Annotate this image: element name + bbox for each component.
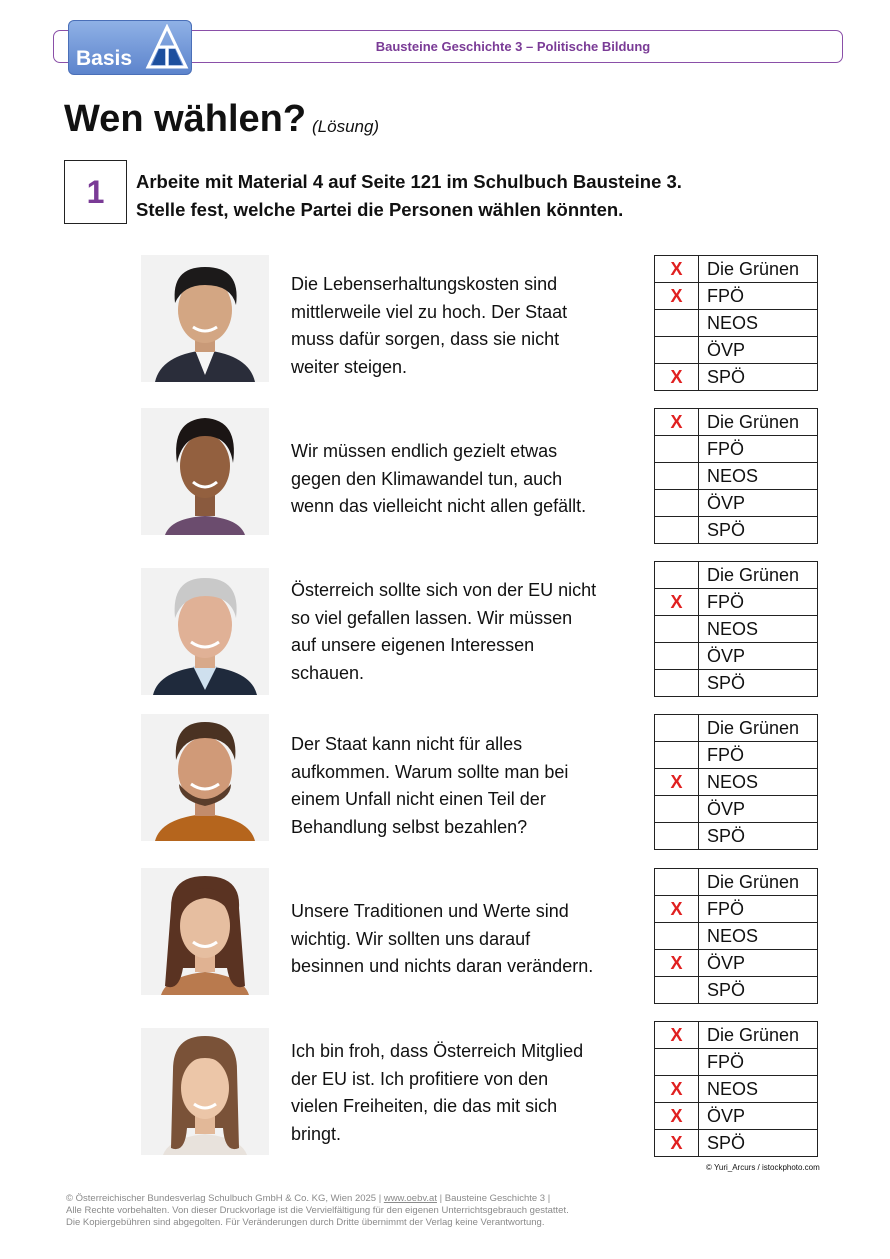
party-name: NEOS <box>699 923 818 950</box>
answer-mark <box>655 490 699 517</box>
statement-item <box>0 868 890 998</box>
party-name: SPÖ <box>699 517 818 544</box>
footer-line-2: Alle Rechte vorbehalten. Von dieser Druckvorlage ist die Vervielfältigung für den eigenen Unterrichtsgebrauch gestattet. <box>66 1205 569 1216</box>
party-row <box>655 977 818 1004</box>
publisher-link[interactable]: www.oebv.at <box>383 1193 437 1204</box>
basis-logo <box>68 20 192 75</box>
answer-mark: X <box>655 364 699 391</box>
answer-mark: X <box>655 589 699 616</box>
party-row <box>655 409 818 436</box>
party-name: SPÖ <box>699 1130 818 1157</box>
answer-mark: X <box>655 256 699 283</box>
statement-item <box>0 561 890 691</box>
party-row <box>655 1049 818 1076</box>
party-row <box>655 896 818 923</box>
answer-mark <box>655 796 699 823</box>
party-name: FPÖ <box>699 436 818 463</box>
party-row <box>655 517 818 544</box>
party-name: FPÖ <box>699 283 818 310</box>
triangle-logo-icon <box>145 24 189 70</box>
answer-mark <box>655 463 699 490</box>
party-table <box>654 868 818 1004</box>
page-title: Wen wählen? <box>64 98 307 140</box>
footer-line-3: Die Kopiergebühren sind abgegolten. Für Veränderungen durch Dritte übernimmt der Verlag keine Verantwortung. <box>66 1217 545 1228</box>
party-name: NEOS <box>699 769 818 796</box>
person-photo <box>141 408 269 535</box>
party-row <box>655 950 818 977</box>
answer-mark: X <box>655 769 699 796</box>
party-name: ÖVP <box>699 950 818 977</box>
party-name: NEOS <box>699 310 818 337</box>
footer-line-1: © Österreichischer Bundesverlag Schulbuch GmbH & Co. KG, Wien 2025 | www.oebv.at | Bausteine Geschichte 3 | <box>66 1193 551 1204</box>
party-row <box>655 490 818 517</box>
party-row <box>655 923 818 950</box>
answer-mark <box>655 742 699 769</box>
party-name: Die Grünen <box>699 562 818 589</box>
answer-mark <box>655 562 699 589</box>
party-name: ÖVP <box>699 337 818 364</box>
person-photo <box>141 1028 269 1155</box>
header-title: Bausteine Geschichte 3 – Politische Bildung <box>375 39 651 54</box>
party-name: Die Grünen <box>699 869 818 896</box>
party-row <box>655 589 818 616</box>
party-row <box>655 463 818 490</box>
party-name: FPÖ <box>699 742 818 769</box>
answer-mark <box>655 923 699 950</box>
person-photo <box>141 714 269 841</box>
party-name: Die Grünen <box>699 715 818 742</box>
statement-text: Der Staat kann nicht für alles aufkommen. Warum sollte man bei einem Unfall nicht einen Teil der Behandlung selbst bezahlen? <box>291 734 569 837</box>
photo-credit: © Yuri_Arcurs / istockphoto.com <box>706 1163 820 1172</box>
answer-mark <box>655 670 699 697</box>
party-row <box>655 310 818 337</box>
answer-mark <box>655 977 699 1004</box>
party-row <box>655 1022 818 1049</box>
party-row <box>655 869 818 896</box>
statement-text: Wir müssen endlich gezielt etwas gegen den Klimawandel tun, auch wenn das vielleicht nicht allen gefällt. <box>291 441 587 516</box>
party-row <box>655 643 818 670</box>
party-name: Die Grünen <box>699 409 818 436</box>
answer-mark <box>655 436 699 463</box>
party-row <box>655 436 818 463</box>
task-number: 1 <box>86 173 105 210</box>
party-name: Die Grünen <box>699 1022 818 1049</box>
party-name: ÖVP <box>699 490 818 517</box>
party-table <box>654 1021 818 1157</box>
logo-text: Basis <box>76 47 133 70</box>
answer-mark <box>655 517 699 544</box>
answer-mark <box>655 643 699 670</box>
party-name: SPÖ <box>699 364 818 391</box>
answer-mark: X <box>655 283 699 310</box>
answer-mark <box>655 823 699 850</box>
statement-text: Österreich sollte sich von der EU nicht so viel gefallen lassen. Wir müssen auf unsere eigenen Interessen schauen. <box>291 580 597 683</box>
party-row <box>655 823 818 850</box>
party-name: ÖVP <box>699 796 818 823</box>
answer-mark <box>655 616 699 643</box>
answer-mark: X <box>655 950 699 977</box>
statement-text: Unsere Traditionen und Werte sind wichtig. Wir sollten uns darauf besinnen und nichts daran verändern. <box>291 901 594 976</box>
party-table <box>654 561 818 697</box>
party-row <box>655 1130 818 1157</box>
statement-item <box>0 1021 890 1151</box>
answer-mark: X <box>655 1103 699 1130</box>
party-row <box>655 796 818 823</box>
party-table <box>654 255 818 391</box>
statement-item <box>0 408 890 538</box>
party-row <box>655 742 818 769</box>
party-name: SPÖ <box>699 823 818 850</box>
person-photo <box>141 868 269 995</box>
party-row <box>655 1103 818 1130</box>
task-line-1: Arbeite mit Material 4 auf Seite 121 im Schulbuch Bausteine 3. <box>136 171 682 192</box>
answer-mark: X <box>655 409 699 436</box>
party-row <box>655 715 818 742</box>
party-name: FPÖ <box>699 589 818 616</box>
answer-mark: X <box>655 1022 699 1049</box>
answer-mark <box>655 869 699 896</box>
party-row <box>655 364 818 391</box>
party-table <box>654 408 818 544</box>
party-row <box>655 283 818 310</box>
party-row <box>655 670 818 697</box>
party-name: FPÖ <box>699 1049 818 1076</box>
statement-item <box>0 255 890 385</box>
party-name: SPÖ <box>699 977 818 1004</box>
answer-mark <box>655 337 699 364</box>
party-name: ÖVP <box>699 1103 818 1130</box>
party-row <box>655 769 818 796</box>
footer <box>66 1193 569 1229</box>
party-name: FPÖ <box>699 896 818 923</box>
task-instruction <box>136 168 682 224</box>
party-name: NEOS <box>699 616 818 643</box>
statement-text: Die Lebenserhaltungskosten sind mittlerweile viel zu hoch. Der Staat muss dafür sorgen, dass sie nicht weiter steigen. <box>291 274 568 377</box>
task-line-2: Stelle fest, welche Partei die Personen wählen könnten. <box>136 199 624 220</box>
party-name: NEOS <box>699 1076 818 1103</box>
party-row <box>655 616 818 643</box>
answer-mark: X <box>655 1076 699 1103</box>
person-photo <box>141 568 269 695</box>
statement-text: Ich bin froh, dass Österreich Mitglied der EU ist. Ich profitiere von den vielen Freiheiten, die das mit sich bringt. <box>291 1041 584 1144</box>
party-row <box>655 1076 818 1103</box>
answer-mark <box>655 310 699 337</box>
answer-mark <box>655 1049 699 1076</box>
party-row <box>655 562 818 589</box>
answer-mark <box>655 715 699 742</box>
party-name: ÖVP <box>699 643 818 670</box>
statement-item <box>0 714 890 844</box>
party-row <box>655 337 818 364</box>
party-row <box>655 256 818 283</box>
answer-mark: X <box>655 896 699 923</box>
answer-mark: X <box>655 1130 699 1157</box>
task-number-box <box>64 160 127 224</box>
party-table <box>654 714 818 850</box>
page-subtitle: (Lösung) <box>312 117 380 136</box>
party-name: Die Grünen <box>699 256 818 283</box>
party-name: NEOS <box>699 463 818 490</box>
party-name: SPÖ <box>699 670 818 697</box>
person-photo <box>141 255 269 382</box>
